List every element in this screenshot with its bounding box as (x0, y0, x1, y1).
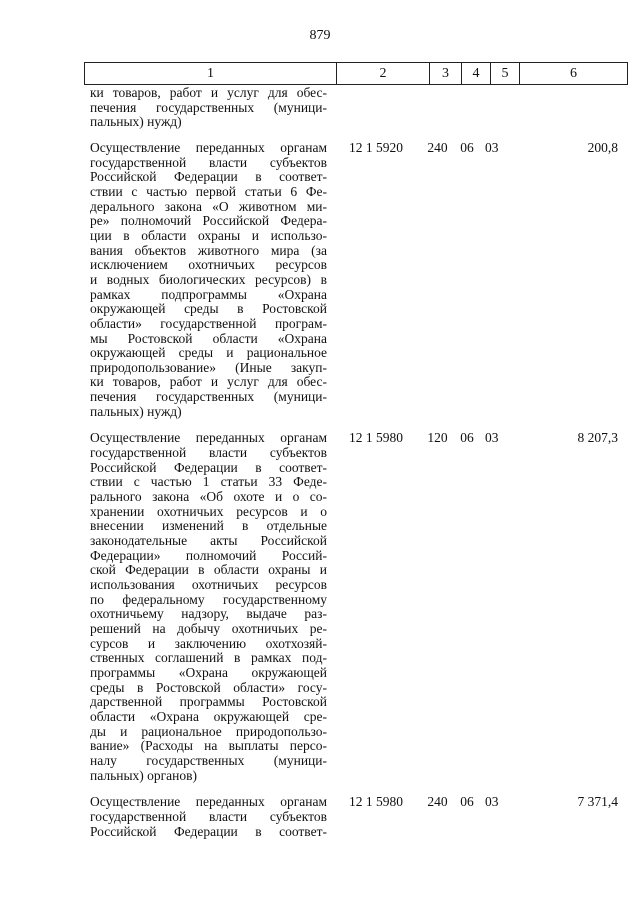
description-line: Осуществление переданных органам (90, 430, 327, 446)
row-vr: 120 (427, 430, 448, 446)
description-line: области «Охрана окружающей сре- (90, 708, 327, 724)
description-line: вание» (Расходы на выплаты персо- (90, 738, 327, 754)
header-col-3: 3 (430, 63, 462, 85)
table-body (84, 86, 621, 839)
row-csr: 12 1 5980 (349, 794, 403, 810)
row-sum: 200,8 (587, 139, 618, 155)
description-line: пальных) нужд) (90, 114, 182, 130)
description-line: внесении изменений в отдельные (90, 518, 327, 534)
row-csr: 12 1 5980 (349, 430, 403, 446)
table-row (84, 431, 621, 783)
description-line: дарственной программы Ростовской (90, 694, 327, 710)
page-number: 879 (309, 28, 331, 43)
header-col-5: 5 (491, 63, 520, 85)
header-col-6: 6 (520, 63, 628, 85)
description-line: окружающей среды и рациональное (90, 345, 327, 361)
row-pr: 03 (485, 794, 499, 810)
description-line: окружающей среды в Ростовской (90, 301, 327, 317)
description-line: природопользование» (Иные закуп- (90, 359, 327, 375)
description-line: программы «Охрана окружающей (90, 664, 327, 680)
description-line: законодательные акты Российской (90, 533, 327, 549)
description-line: хранении охотничьих ресурсов и о (90, 503, 327, 519)
description-line: области» государственной програм- (90, 315, 327, 331)
row-description (84, 795, 330, 839)
description-line: Осуществление переданных органам (90, 139, 327, 155)
header-col-1: 1 (85, 63, 337, 85)
row-sum: 7 371,4 (577, 794, 618, 810)
row-description (84, 86, 330, 130)
row-pr: 03 (485, 430, 499, 446)
header-col-4: 4 (462, 63, 491, 85)
description-line: ре» полномочий Российской Федера- (90, 213, 327, 229)
description-line: по федеральному государственному (90, 591, 327, 607)
description-line: использования охотничьих ресурсов (90, 577, 327, 592)
description-line: пальных) нужд) (90, 403, 182, 419)
header-col-2: 2 (337, 63, 430, 85)
description-line: рального закона «Об охоте и о со- (90, 489, 327, 505)
row-vr: 240 (427, 139, 448, 155)
row-rz: 06 (460, 139, 474, 155)
description-line: печения государственных (муници- (90, 389, 327, 405)
row-pr: 03 (485, 139, 499, 155)
description-line: Российской Федерации в соответ- (90, 459, 327, 475)
description-line: дерального закона «О животном ми- (90, 198, 327, 214)
row-description (84, 141, 330, 419)
description-line: охотничьему надзору, выдаче раз- (90, 606, 327, 622)
table-row (84, 141, 621, 419)
description-line: государственной власти субъектов (90, 154, 327, 170)
description-line: и водных биологических ресурсов) в (90, 271, 327, 287)
description-line: печения государственных (муници- (90, 99, 327, 115)
description-line: мы Ростовской области «Охрана (90, 330, 327, 346)
description-line: ки товаров, работ и услуг для обес- (90, 374, 327, 390)
description-line: государственной власти субъектов (90, 445, 327, 461)
description-line: ции в области охраны и использо- (90, 227, 327, 243)
description-line: решений на добычу охотничьих ре- (90, 620, 327, 636)
row-csr: 12 1 5920 (349, 139, 403, 155)
description-line: Российской Федерации в соответ- (90, 169, 327, 185)
row-description (84, 431, 330, 783)
description-line: Осуществление переданных органам (90, 794, 327, 810)
row-rz: 06 (460, 430, 474, 446)
description-line: ствии с частью первой статьи 6 Фе- (90, 183, 327, 199)
table-header (84, 62, 628, 85)
description-line: рамках подпрограммы «Охрана (90, 286, 327, 302)
table-row (84, 86, 621, 130)
row-vr: 240 (427, 794, 448, 810)
description-line: ственных соглашений в рамках под- (90, 650, 327, 666)
description-line: исключением охотничьих ресурсов (90, 257, 327, 273)
description-line: Российской Федерации в соответ- (90, 823, 327, 839)
description-line: налу государственных (муници- (90, 752, 327, 768)
row-rz: 06 (460, 794, 474, 810)
description-line: вания объектов животного мира (за (90, 242, 327, 258)
table-row (84, 795, 621, 839)
description-line: пальных) органов) (90, 767, 198, 783)
description-line: Федерации» полномочий Россий- (90, 547, 327, 563)
description-line: среды в Ростовской области» госу- (90, 679, 327, 695)
description-line: государственной власти субъектов (90, 808, 327, 824)
row-sum: 8 207,3 (577, 430, 618, 446)
description-line: ды и рациональное природопользо- (90, 723, 327, 739)
description-line: ствии с частью 1 статьи 33 Феде- (90, 474, 327, 490)
description-line: ки товаров, работ и услуг для обес- (90, 85, 327, 100)
description-line: сурсов и заключению охотхозяй- (90, 635, 327, 651)
description-line: ской Федерации в области охраны и (90, 562, 327, 578)
